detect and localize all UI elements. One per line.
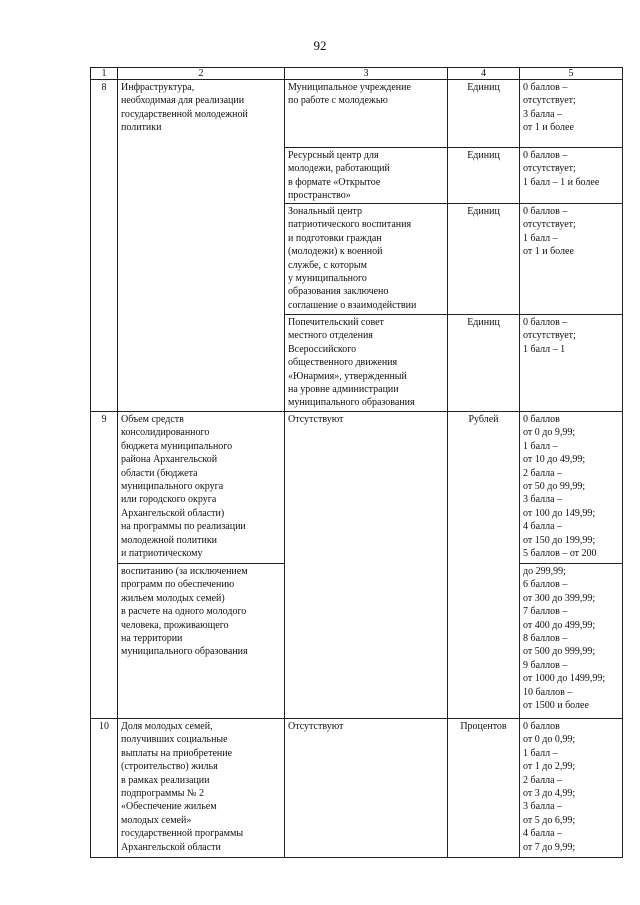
text-line: Ресурсный центр для xyxy=(288,150,379,161)
row-number: 9 xyxy=(91,412,118,719)
text-line: муниципального образования xyxy=(121,646,248,658)
text-line: воспитанию (за исключением xyxy=(121,566,248,577)
text-line: 1 балл – 1 xyxy=(523,343,566,355)
page-number: 92 xyxy=(313,38,327,53)
text-line: «Обеспечение жильем xyxy=(121,801,217,813)
text-line: от 0 до 0,99; xyxy=(523,734,576,746)
text-line: образования заключено xyxy=(288,286,389,298)
text-line: от 0 до 9,99; xyxy=(523,427,576,439)
text-line: Всероссийского xyxy=(288,343,357,355)
unit-cell: Единиц xyxy=(448,315,520,412)
text-line: от 300 до 399,99; xyxy=(523,592,596,604)
unit-cell: Процентов xyxy=(448,719,520,858)
text-line: Объем средств xyxy=(121,414,184,425)
text-line: пространство» xyxy=(288,190,351,202)
score-cell xyxy=(520,412,623,564)
text-line: патриотического воспитания xyxy=(288,219,412,231)
text-line: в формате «Открытое xyxy=(288,176,381,188)
text-line: 10 баллов – xyxy=(523,686,573,698)
indicator-cell xyxy=(118,80,285,412)
text-line: от 500 до 999,99; xyxy=(523,646,596,658)
text-line: Архангельской области) xyxy=(121,507,225,519)
score-cell xyxy=(520,564,623,719)
text-line: от 150 до 199,99; xyxy=(523,534,596,546)
text-line: соглашение о взаимодействии xyxy=(288,299,417,311)
indicator-cell xyxy=(118,719,285,858)
text-line: 4 балла – xyxy=(523,828,563,840)
text-line: консолидированного xyxy=(121,427,210,439)
text-line: от 50 до 99,99; xyxy=(523,481,586,493)
text-line: 3 балла – xyxy=(523,494,563,506)
text-line: 1 балл – xyxy=(523,440,558,452)
text-line: Доля молодых семей, xyxy=(121,721,213,732)
text-line: на уровне администрации xyxy=(288,384,399,396)
description-cell xyxy=(285,315,448,412)
column-header: 1 xyxy=(91,68,118,80)
text-line: Инфраструктура, xyxy=(121,82,195,93)
description-cell xyxy=(285,412,448,719)
text-line: бюджета муниципального xyxy=(121,440,233,452)
text-line: Зональный центр xyxy=(288,206,362,217)
text-line: государственной программы xyxy=(121,828,244,840)
text-line: подпрограммы № 2 xyxy=(121,788,204,800)
text-line: в рамках реализации xyxy=(121,774,210,786)
text-line: Попечительский совет xyxy=(288,317,384,328)
row-number: 8 xyxy=(91,80,118,412)
text-line: 0 баллов – xyxy=(523,206,568,217)
text-line: муниципального образования xyxy=(288,397,415,409)
column-header: 4 xyxy=(448,68,520,80)
table-row xyxy=(91,80,623,148)
text-line: по работе с молодежью xyxy=(288,95,388,107)
indicator-cell xyxy=(118,412,285,564)
criteria-table xyxy=(90,67,623,858)
unit-cell: Единиц xyxy=(448,148,520,204)
text-line: 1 балл – 1 и более xyxy=(523,176,600,188)
text-line: от 1 до 2,99; xyxy=(523,761,576,773)
text-line: от 1500 и более xyxy=(523,700,589,712)
text-line: на территории xyxy=(121,633,183,645)
table-row xyxy=(91,412,623,564)
text-line: 2 балла – xyxy=(523,467,563,479)
text-line: получивших социальные xyxy=(121,734,228,746)
text-line: или городского округа xyxy=(121,494,217,506)
text-line: от 1000 до 1499,99; xyxy=(523,673,606,685)
text-line: государственной молодежной xyxy=(121,108,248,120)
text-line: от 5 до 6,99; xyxy=(523,814,576,826)
score-cell xyxy=(520,315,623,412)
text-line: (молодежи) к военной xyxy=(288,246,383,258)
text-line: у муниципального xyxy=(288,273,367,285)
text-line: (строительство) жилья xyxy=(121,761,218,773)
unit-cell: Единиц xyxy=(448,80,520,148)
text-line: выплаты на приобретение xyxy=(121,747,233,759)
score-cell xyxy=(520,204,623,315)
row-number: 10 xyxy=(91,719,118,858)
text-line: 5 баллов – от 200 xyxy=(523,548,597,560)
text-line: от 1 и более xyxy=(523,246,574,258)
text-line: 0 баллов xyxy=(523,414,560,425)
column-header: 5 xyxy=(520,68,623,80)
indicator-cell xyxy=(118,564,285,719)
text-line: 0 баллов – xyxy=(523,317,568,328)
unit-cell: Рублей xyxy=(448,412,520,719)
text-line: общественного движения xyxy=(288,357,398,369)
text-line: от 7 до 9,99; xyxy=(523,841,576,853)
text-line: от 10 до 49,99; xyxy=(523,454,586,466)
text-line: от 3 до 4,99; xyxy=(523,788,576,800)
header-row xyxy=(91,68,623,80)
score-cell xyxy=(520,148,623,204)
text-line: и патриотическому xyxy=(121,548,203,560)
column-header: 2 xyxy=(118,68,285,80)
description-cell xyxy=(285,148,448,204)
text-line: 7 баллов – xyxy=(523,606,568,618)
text-line: Муниципальное учреждение xyxy=(288,82,411,93)
text-line: 3 балла – xyxy=(523,801,563,813)
score-cell xyxy=(520,719,623,858)
text-line: отсутствует; xyxy=(523,219,576,231)
text-line: 4 балла – xyxy=(523,521,563,533)
text-line: Отсутствуют xyxy=(288,721,344,732)
table-row xyxy=(91,719,623,858)
text-line: человека, проживающего xyxy=(121,619,229,631)
text-line: на программы по реализации xyxy=(121,521,246,533)
text-line: 1 балл – xyxy=(523,232,558,244)
unit-cell: Единиц xyxy=(448,204,520,315)
text-line: молодых семей» xyxy=(121,814,192,826)
description-cell xyxy=(285,204,448,315)
column-header: 3 xyxy=(285,68,448,80)
text-line: 6 баллов – xyxy=(523,579,568,591)
text-line: в расчете на одного молодого xyxy=(121,606,247,618)
text-line: области (бюджета xyxy=(121,467,198,479)
text-line: и подготовки граждан xyxy=(288,232,382,244)
text-line: Отсутствуют xyxy=(288,414,344,425)
text-line: 2 балла – xyxy=(523,774,563,786)
text-line: отсутствует; xyxy=(523,163,576,175)
text-line: 8 баллов – xyxy=(523,633,568,645)
text-line: 9 баллов – xyxy=(523,659,568,671)
text-line: политики xyxy=(121,122,162,134)
text-line: района Архангельской xyxy=(121,454,218,466)
text-line: отсутствует; xyxy=(523,95,576,107)
text-line: 0 баллов xyxy=(523,721,560,732)
text-line: 0 баллов – xyxy=(523,82,568,93)
text-line: жильем молодых семей) xyxy=(121,592,225,604)
text-line: молодежи, работающий xyxy=(288,163,390,175)
score-cell xyxy=(520,80,623,148)
description-cell xyxy=(285,80,448,148)
text-line: «Юнармия», утвержденный xyxy=(288,370,407,382)
text-line: 3 балла – xyxy=(523,108,563,120)
text-line: программ по обеспечению xyxy=(121,579,235,591)
description-cell xyxy=(285,719,448,858)
text-line: от 100 до 149,99; xyxy=(523,507,596,519)
text-line: Архангельской области xyxy=(121,841,221,853)
text-line: от 400 до 499,99; xyxy=(523,619,596,631)
text-line: 0 баллов – xyxy=(523,150,568,161)
text-line: от 1 и более xyxy=(523,122,574,134)
text-line: необходимая для реализации xyxy=(121,95,245,107)
text-line: 1 балл – xyxy=(523,747,558,759)
text-line: службе, с которым xyxy=(288,259,367,271)
text-line: до 299,99; xyxy=(523,566,566,577)
text-line: местного отделения xyxy=(288,330,373,342)
text-line: отсутствует; xyxy=(523,330,576,342)
text-line: муниципального округа xyxy=(121,481,224,493)
text-line: молодежной политики xyxy=(121,534,218,546)
